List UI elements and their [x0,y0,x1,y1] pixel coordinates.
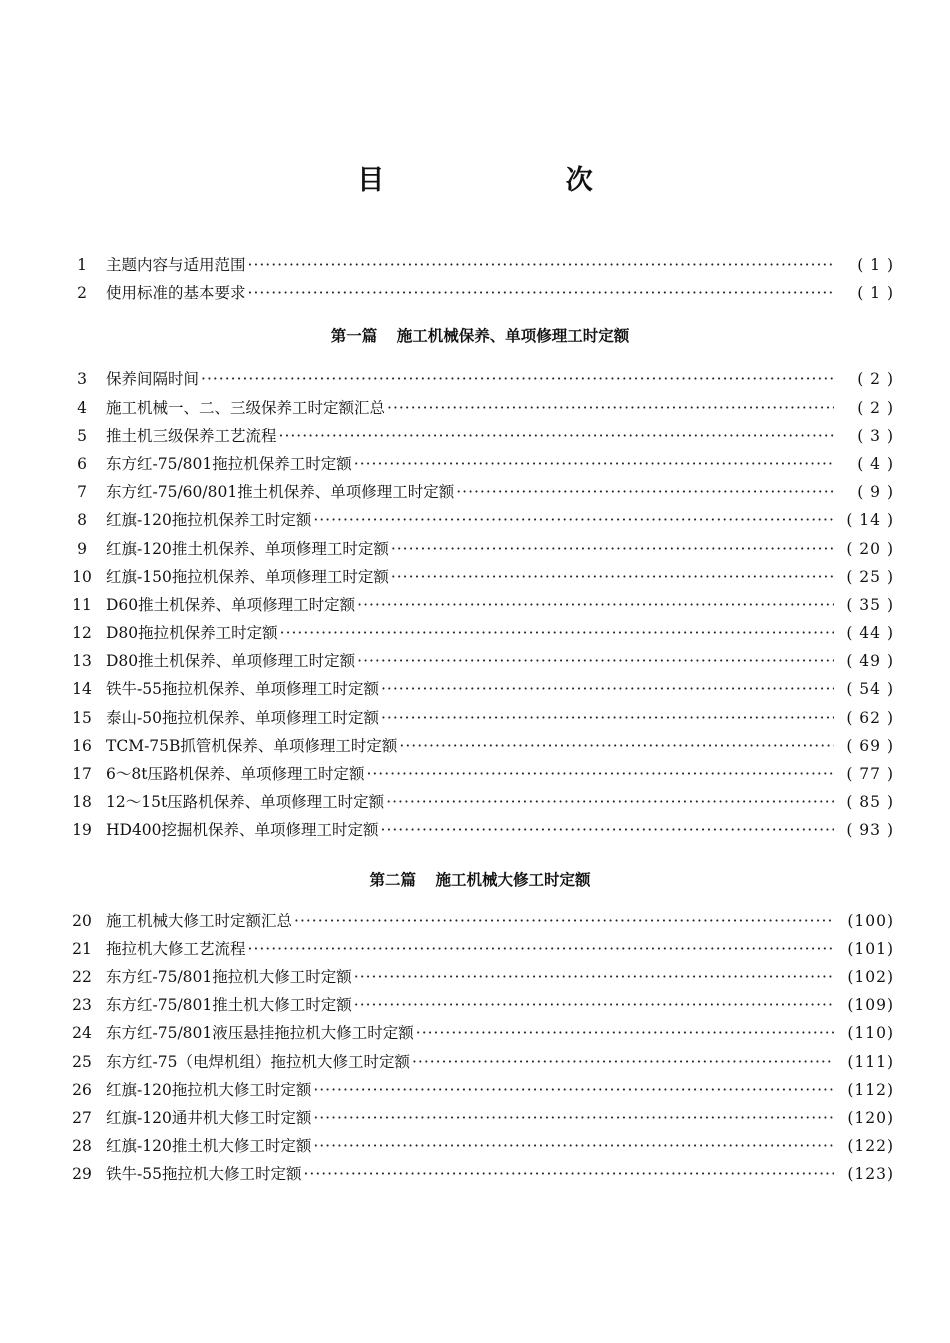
toc-leader-dots [303,1165,834,1183]
toc-leader-dots [294,912,834,930]
toc-entry-page: ( 49 ) [846,652,894,671]
toc-entry-page: ( 54 ) [846,680,894,699]
toc-entry-title: 红旗-120拖拉机保养工时定额 [106,511,312,530]
toc-entry-title: 东方红-75/801拖拉机保养工时定额 [106,454,352,473]
toc-entry-page: (101) [847,939,894,958]
toc-leader-dots [354,996,834,1014]
toc-entry[interactable] [60,965,900,993]
toc-entry-title: 东方红-75/801推土机大修工时定额 [106,996,352,1015]
toc-entry-page: (111) [847,1052,894,1071]
toc-entry[interactable] [60,1106,900,1134]
toc-entry-page: ( 9 ) [857,483,894,502]
toc-entry-title: HD400挖掘机保养、单项修理工时定额 [106,821,379,840]
toc-entry-number: 16 [72,736,92,755]
toc-leader-dots [313,1137,834,1155]
toc-entry-page: ( 3 ) [857,426,894,445]
toc-entry-number: 24 [72,1024,92,1043]
toc-entry-number: 4 [77,398,87,417]
toc-entry[interactable] [60,937,900,965]
page-title: 目 次 [357,165,679,196]
toc-leader-dots [366,765,834,783]
part2-heading: 第二篇 施工机械大修工时定额 [369,870,591,889]
toc-entry-title: 施工机械大修工时定额汇总 [106,911,293,930]
toc-entry-title: 拖拉机大修工艺流程 [106,939,246,958]
toc-entry[interactable] [60,1134,900,1162]
toc-entry[interactable] [60,480,900,508]
toc-entry-number: 9 [77,539,87,558]
toc-entry-page: (100) [847,911,894,930]
toc-leader-dots [313,1081,834,1099]
toc-entry-number: 15 [72,708,92,727]
toc-entry-number: 20 [72,911,92,930]
intro-entries [60,253,900,309]
toc-entry-title: 东方红-75（电焊机组）拖拉机大修工时定额 [106,1052,410,1071]
toc-leader-dots [416,1024,834,1042]
toc-entry-title: 东方红-75/801液压悬挂拖拉机大修工时定额 [106,1024,414,1043]
toc-entry-number: 25 [72,1052,92,1071]
toc-entry[interactable] [60,818,900,846]
toc-entry-number: 3 [77,370,87,389]
toc-entry-page: ( 2 ) [857,370,894,389]
toc-entry[interactable] [60,993,900,1021]
toc-entry-page: (109) [847,996,894,1015]
toc-leader-dots [381,709,834,727]
toc-entry-title: 红旗-120推土机保养、单项修理工时定额 [106,539,389,558]
toc-entry[interactable] [60,734,900,762]
toc-leader-dots [456,483,834,501]
toc-entry-title: 6～8t压路机保养、单项修理工时定额 [106,765,365,783]
toc-entry-page: ( 14 ) [846,511,894,530]
toc-entry-page: ( 93 ) [846,821,894,840]
toc-leader-dots [201,370,834,388]
toc-entry-page: (122) [847,1137,894,1156]
toc-entry-page: ( 25 ) [846,567,894,586]
toc-entry[interactable] [60,1162,900,1190]
toc-leader-dots [248,284,834,302]
toc-entry-title: 东方红-75/801拖拉机大修工时定额 [106,967,352,986]
toc-entry[interactable] [60,1021,900,1049]
toc-entry[interactable] [60,790,900,818]
toc-entry-title: 东方红-75/60/801推土机保养、单项修理工时定额 [106,483,455,502]
toc-entry-number: 23 [72,996,92,1015]
toc-entry[interactable] [60,565,900,593]
toc-leader-dots [391,568,834,586]
toc-entry-page: ( 62 ) [846,708,894,727]
toc-entry-page: (120) [847,1108,894,1127]
toc-entry[interactable] [60,1078,900,1106]
toc-entry-title: 红旗-120推土机大修工时定额 [106,1137,312,1156]
toc-leader-dots [354,968,834,986]
toc-entry-number: 11 [72,595,92,614]
part1-entries [60,367,900,846]
toc-entry-page: ( 35 ) [846,595,894,614]
toc-entry-page: (112) [847,1080,894,1099]
toc-entry-number: 18 [72,793,92,812]
toc-entry-page: ( 2 ) [857,398,894,417]
toc-entry[interactable] [60,1050,900,1078]
toc-entry[interactable] [60,649,900,677]
toc-entry-title: 红旗-120通井机大修工时定额 [106,1108,312,1127]
toc-leader-dots [399,737,834,755]
toc-entry-number: 26 [72,1080,92,1099]
toc-entry-number: 17 [72,765,92,783]
toc-entry-number: 27 [72,1108,92,1127]
part2-entries [60,909,900,1191]
toc-leader-dots [386,793,834,811]
toc-entry-page: (110) [847,1024,894,1043]
toc-entry-number: 8 [77,511,87,530]
toc-entry[interactable] [60,253,900,281]
toc-entry-title: 推土机三级保养工艺流程 [106,426,277,445]
toc-entry[interactable] [60,706,900,734]
toc-entry-title: D60推土机保养、单项修理工时定额 [106,595,356,614]
toc-entry-number: 14 [72,680,92,699]
toc-entry-title: D80拖拉机保养工时定额 [106,624,278,643]
toc-entry-title: 红旗-120拖拉机大修工时定额 [106,1080,312,1099]
toc-entry-title: 使用标准的基本要求 [106,284,246,303]
toc-entry-page: ( 44 ) [846,624,894,643]
toc-entry[interactable] [60,593,900,621]
toc-leader-dots [313,1109,834,1127]
toc-entry-page: ( 20 ) [846,539,894,558]
toc-entry[interactable] [60,677,900,705]
toc-entry[interactable] [60,508,900,536]
toc-entry-title: 泰山-50拖拉机保养、单项修理工时定额 [106,708,379,727]
toc-entry-page: ( 4 ) [857,454,894,473]
toc-entry-page: ( 1 ) [857,256,894,274]
toc-entry-title: D80推土机保养、单项修理工时定额 [106,652,356,671]
toc-leader-dots [357,652,834,670]
toc-leader-dots [381,680,834,698]
toc-leader-dots [381,821,834,839]
toc-entry-title: 主题内容与适用范围 [106,256,246,274]
toc-entry-page: ( 1 ) [857,284,894,303]
toc-entry-number: 13 [72,652,92,671]
table-of-contents [60,253,900,1190]
toc-leader-dots [248,940,834,958]
part1-heading: 第一篇 施工机械保养、单项修理工时定额 [330,327,630,346]
toc-entry-number: 28 [72,1137,92,1156]
toc-entry-number: 12 [72,624,92,643]
toc-leader-dots [412,1053,834,1071]
toc-entry-number: 2 [77,284,87,303]
toc-entry-number: 1 [77,256,87,274]
toc-entry-number: 19 [72,821,92,840]
toc-entry-number: 22 [72,967,92,986]
toc-entry-page: ( 85 ) [846,793,894,812]
toc-entry-title: 铁牛-55拖拉机大修工时定额 [106,1165,302,1184]
toc-entry[interactable] [60,281,900,309]
toc-entry-number: 10 [72,567,92,586]
toc-entry-title: TCM-75B抓管机保养、单项修理工时定额 [106,736,398,755]
toc-entry[interactable] [60,452,900,480]
toc-entry-title: 红旗-150拖拉机保养、单项修理工时定额 [106,567,389,586]
toc-entry-number: 7 [77,483,87,502]
toc-entry-number: 29 [72,1165,92,1184]
toc-entry-page: (123) [847,1165,894,1184]
toc-entry[interactable] [60,367,900,395]
toc-leader-dots [391,540,834,558]
toc-entry-number: 5 [77,426,87,445]
toc-entry-title: 铁牛-55拖拉机保养、单项修理工时定额 [106,680,379,699]
toc-leader-dots [248,256,834,274]
toc-leader-dots [387,399,834,417]
toc-leader-dots [313,511,834,529]
toc-entry-page: ( 69 ) [846,736,894,755]
toc-entry[interactable] [60,396,900,424]
toc-entry-number: 21 [72,939,92,958]
toc-entry-title: 施工机械一、二、三级保养工时定额汇总 [106,398,386,417]
toc-entry-page: ( 77 ) [846,765,894,783]
toc-leader-dots [279,427,834,445]
toc-entry[interactable] [60,909,900,937]
toc-entry[interactable] [60,537,900,565]
toc-entry[interactable] [60,424,900,452]
toc-leader-dots [357,596,834,614]
toc-entry[interactable] [60,621,900,649]
toc-entry-number: 6 [77,454,87,473]
toc-leader-dots [280,624,834,642]
toc-entry-title: 保养间隔时间 [106,370,200,389]
toc-entry[interactable] [60,762,900,790]
toc-leader-dots [354,455,834,473]
toc-entry-title: 12～15t压路机保养、单项修理工时定额 [106,793,385,812]
toc-entry-page: (102) [847,967,894,986]
